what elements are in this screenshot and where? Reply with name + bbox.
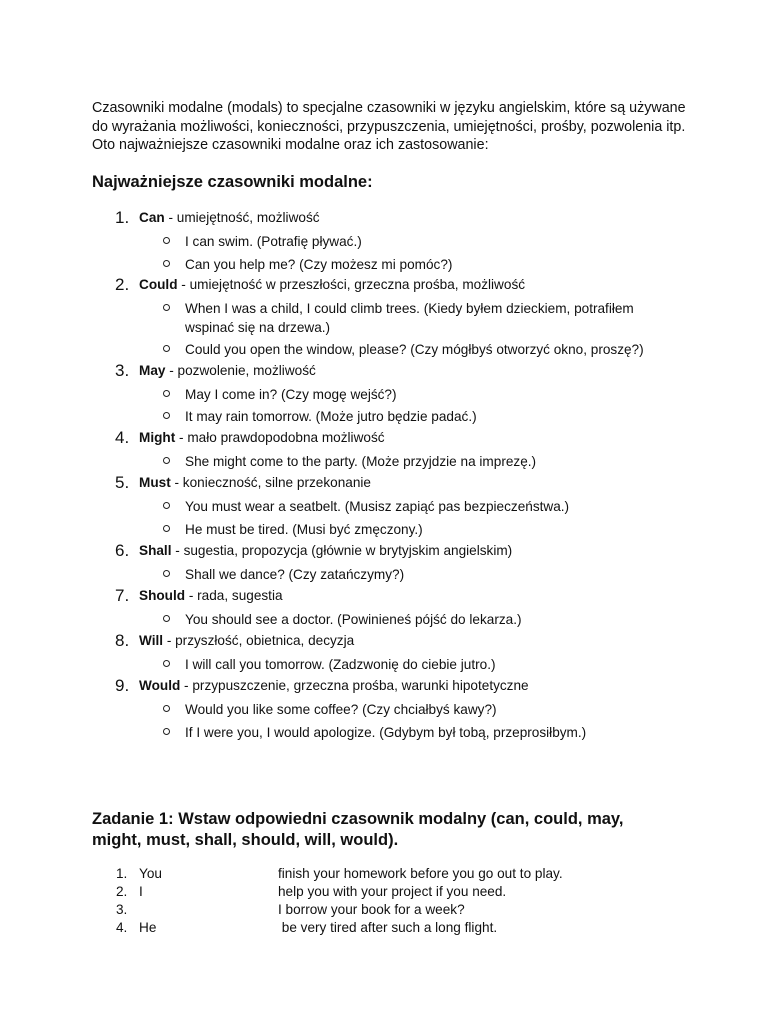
hollow-bullet-icon	[163, 570, 170, 577]
exercise-number: 2.	[116, 884, 128, 899]
example-text: I will call you tomorrow. (Zadzwonię do ciebie jutro.)	[185, 657, 496, 672]
hollow-bullet-icon	[163, 390, 170, 397]
list-number: 6.	[115, 541, 130, 560]
modal-usage: - mało prawdopodobna możliwość	[175, 430, 385, 445]
example-text: Shall we dance? (Czy zatańczymy?)	[185, 567, 405, 582]
modal-usage: - rada, sugestia	[185, 588, 283, 603]
list-number: 3.	[115, 361, 130, 380]
modal-description	[139, 474, 371, 492]
modal-description	[139, 632, 354, 650]
modal-usage: - umiejętność, możliwość	[164, 210, 320, 225]
modal-usage: - przypuszczenie, grzeczna prośba, warunki hipotetyczne	[180, 678, 529, 693]
hollow-bullet-icon	[163, 412, 170, 419]
hollow-bullet-icon	[163, 260, 170, 267]
exercise-sentence: help you with your project if you need.	[278, 884, 507, 899]
example-text: If I were you, I would apologize. (Gdybym był tobą, przeprosiłbym.)	[185, 725, 587, 740]
exercise-sentence: I borrow your book for a week?	[278, 902, 465, 917]
modal-word: Would	[139, 678, 181, 693]
list-number: 2.	[115, 275, 130, 294]
exercise-subject: I	[139, 884, 143, 899]
list-number: 8.	[115, 631, 130, 650]
hollow-bullet-icon	[163, 237, 170, 244]
modal-usage: - pozwolenie, możliwość	[165, 363, 316, 378]
modal-description	[139, 587, 283, 605]
hollow-bullet-icon	[163, 615, 170, 622]
modal-word: Shall	[139, 543, 172, 558]
example-text: May I come in? (Czy mogę wejść?)	[185, 387, 397, 402]
exercise-number: 1.	[116, 866, 128, 881]
exercise-heading: Zadanie 1: Wstaw odpowiedni czasownik modalny (can, could, may, might, must, shall, should, will, would).	[92, 810, 624, 849]
modal-description	[139, 276, 525, 294]
hollow-bullet-icon	[163, 660, 170, 667]
modal-description	[139, 429, 385, 447]
list-number: 7.	[115, 586, 130, 605]
exercise-subject: You	[139, 866, 162, 881]
list-number: 9.	[115, 676, 130, 695]
hollow-bullet-icon	[163, 728, 170, 735]
intro-paragraph: Czasowniki modalne (modals) to specjalne czasowniki w języku angielskim, które są używane do wyrażania możliwości, konieczności, przypuszczenia, umiejętności, prośby, pozwolenia itp. Oto najważniejsze czasowniki modalne oraz ich zastosowanie:	[92, 100, 686, 153]
modal-word: May	[139, 363, 166, 378]
hollow-bullet-icon	[163, 304, 170, 311]
hollow-bullet-icon	[163, 705, 170, 712]
modal-usage: - przyszłość, obietnica, decyzja	[163, 633, 355, 648]
modal-description	[139, 542, 512, 560]
modal-usage: - umiejętność w przeszłości, grzeczna prośba, możliwość	[177, 277, 526, 292]
modal-word: Can	[139, 210, 165, 225]
hollow-bullet-icon	[163, 457, 170, 464]
example-text: You must wear a seatbelt. (Musisz zapiąć pas bezpieczeństwa.)	[185, 499, 570, 514]
modal-word: Will	[139, 633, 164, 648]
example-text: I can swim. (Potrafię pływać.)	[185, 234, 362, 249]
hollow-bullet-icon	[163, 525, 170, 532]
list-number: 5.	[115, 473, 130, 492]
list-number: 4.	[115, 428, 130, 447]
modal-word: Could	[139, 277, 178, 292]
modal-description	[139, 362, 316, 380]
modal-description	[139, 209, 320, 227]
exercise-sentence: be very tired after such a long flight.	[278, 920, 498, 935]
exercise-number: 4.	[116, 920, 128, 935]
hollow-bullet-icon	[163, 345, 170, 352]
example-text: When I was a child, I could climb trees. (Kiedy byłem dzieckiem, potrafiłem wspinać się na drzewa.)	[185, 301, 634, 335]
modal-word: Must	[139, 475, 171, 490]
example-text: It may rain tomorrow. (Może jutro będzie padać.)	[185, 409, 477, 424]
modal-usage: - sugestia, propozycja (głównie w brytyjskim angielskim)	[171, 543, 513, 558]
modal-usage: - konieczność, silne przekonanie	[170, 475, 371, 490]
example-text: He must be tired. (Musi być zmęczony.)	[185, 522, 423, 537]
section-heading-modals: Najważniejsze czasowniki modalne:	[92, 173, 373, 191]
hollow-bullet-icon	[163, 502, 170, 509]
example-text: She might come to the party. (Może przyjdzie na imprezę.)	[185, 454, 537, 469]
exercise-number: 3.	[116, 902, 128, 917]
example-text: Can you help me? (Czy możesz mi pomóc?)	[185, 257, 453, 272]
example-text: Could you open the window, please? (Czy mógłbyś otworzyć okno, proszę?)	[185, 342, 644, 357]
exercise-sentence: finish your homework before you go out to play.	[278, 866, 563, 881]
exercise-subject: He	[139, 920, 157, 935]
modal-word: Might	[139, 430, 176, 445]
example-text: Would you like some coffee? (Czy chciałbyś kawy?)	[185, 702, 497, 717]
modal-description	[139, 677, 529, 695]
example-text: You should see a doctor. (Powinieneś pójść do lekarza.)	[185, 612, 522, 627]
list-number: 1.	[115, 208, 130, 227]
modal-word: Should	[139, 588, 186, 603]
